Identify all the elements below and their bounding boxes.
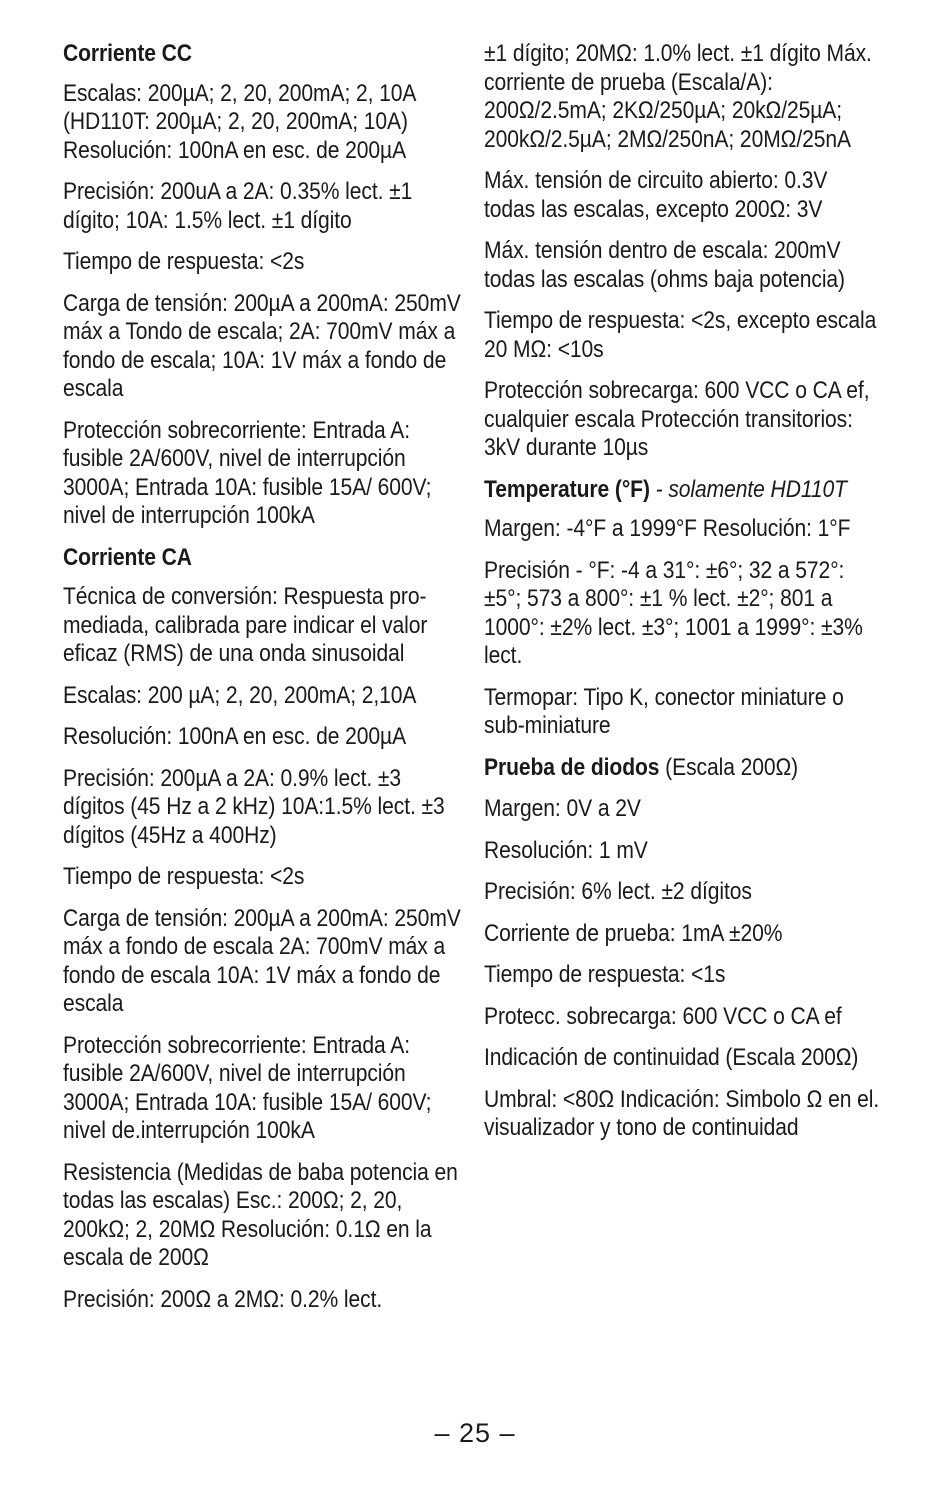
paragraph: Protección sobrecarga: 600 VCC o CA ef, cualquier escala Protección transitorios: 3kV durante 10µs	[484, 377, 870, 461]
paragraph: Protecc. sobrecarga: 600 VCC o CA ef	[484, 1002, 842, 1030]
heading-text: Temperature (°F)	[484, 475, 650, 503]
paragraph: Carga de tensión: 200µA a 200mA: 250mV máx a fondo de escala 2A: 700mV máx a fondo de escala 10A: 1V máx a fondo de escala	[63, 904, 461, 1017]
paragraph: Margen: -4°F a 1999°F Resolución: 1°F	[484, 515, 851, 542]
heading-note: - solamente HD110T	[649, 475, 847, 503]
paragraph: Corriente de prueba: 1mA ±20%	[484, 919, 783, 947]
paragraph: Resolución: 100nA en esc. de 200µA	[63, 723, 407, 750]
paragraph: Escalas: 200 µA; 2, 20, 200mA; 2,10A	[63, 681, 417, 709]
paragraph: ±1 dígito; 20MΩ: 1.0% lect. ±1 dígito Máx. corriente de prueba (Escala/A): 200Ω/2.5mA; 2KΩ/250µA; 20kΩ/25µA; 200kΩ/2.5µA; 2MΩ/250nA; 20MΩ/25nA	[484, 40, 872, 153]
paragraph: Tiempo de respuesta: <2s	[63, 863, 305, 890]
heading-text: Prueba de diodos	[484, 753, 660, 781]
right-column	[484, 40, 884, 1156]
paragraph: Precisión - °F: -4 a 31°: ±6°; 32 a 572°: ±5°; 573 a 800°: ±1 % lect. ±2°; 801 a 1000°: ±2% lect. ±3°; 1001 a 1999°: ±3% lect.	[484, 556, 863, 669]
left-column	[63, 40, 463, 1327]
paragraph: Precisión: 200µA a 2A: 0.9% lect. ±3 dígitos (45 Hz a 2 kHz) 10A:1.5% lect. ±3 dígitos (45Hz a 400Hz)	[63, 764, 445, 849]
section-heading-corriente-cc: Corriente CC	[63, 40, 192, 67]
page-number: – 25 –	[434, 1418, 516, 1448]
paragraph: Escalas: 200µA; 2, 20, 200mA; 2, 10A (HD110T: 200µA; 2, 20, 200mA; 10A) Resolución: 100nA en esc. de 200µA	[63, 79, 416, 164]
paragraph: Tiempo de respuesta: <2s, excepto escala 20 MΩ: <10s	[484, 307, 877, 363]
paragraph: Termopar: Tipo K, conector miniature o sub-miniature	[484, 683, 844, 739]
paragraph: Técnica de conversión: Respuesta promediada, calibrada pare indicar el valor eficaz (RMS) de una onda sinusoidal	[63, 583, 428, 667]
paragraph: Máx. tensión dentro de escala: 200mV todas las escalas (ohms baja potencia)	[484, 237, 845, 293]
paragraph: Protección sobrecorriente: Entrada A: fusible 2A/600V, nivel de interrupción 3000A; Entrada 10A: fusible 15A/ 600V; nivel de interrupción 100kA	[63, 416, 432, 529]
section-heading-prueba-de-diodos	[484, 754, 884, 783]
paragraph: Resolución: 1 mV	[484, 836, 648, 864]
heading-rest: (Escala 200Ω)	[659, 753, 799, 781]
paragraph: Umbral: <80Ω Indicación: Simbolo Ω en el. visualizador y tono de continuidad	[484, 1085, 880, 1141]
paragraph: Resistencia (Medidas de baba potencia en todas las escalas) Esc.: 200Ω; 2, 20, 200kΩ; 2, 20MΩ Resolución: 0.1Ω en la escala de 200Ω	[63, 1158, 458, 1271]
paragraph: Precisión: 6% lect. ±2 dígitos	[484, 878, 752, 905]
paragraph: Protección sobrecorriente: Entrada A: fusible 2A/600V, nivel de interrupción 3000A; Entrada 10A: fusible 15A/ 600V; nivel de.interrupción 100kA	[63, 1031, 432, 1144]
paragraph: Tiempo de respuesta: <2s	[63, 248, 305, 275]
paragraph: Máx. tensión de circuito abierto: 0.3V todas las escalas, excepto 200Ω: 3V	[484, 167, 828, 223]
paragraph: Tiempo de respuesta: <1s	[484, 961, 726, 988]
paragraph: Carga de tensión: 200µA a 200mA: 250mV máx a Tondo de escala; 2A: 700mV máx a fondo de escala; 10A: 1V máx a fondo de escala	[63, 289, 461, 402]
paragraph: Precisión: 200Ω a 2MΩ: 0.2% lect.	[63, 1285, 383, 1313]
section-heading-temperature	[484, 476, 884, 505]
paragraph: Margen: 0V a 2V	[484, 795, 641, 822]
paragraph: Indicación de continuidad (Escala 200Ω)	[484, 1044, 859, 1071]
section-heading-corriente-ca: Corriente CA	[63, 543, 192, 571]
paragraph: Precisión: 200uA a 2A: 0.35% lect. ±1 dígito; 10A: 1.5% lect. ±1 dígito	[63, 178, 413, 234]
